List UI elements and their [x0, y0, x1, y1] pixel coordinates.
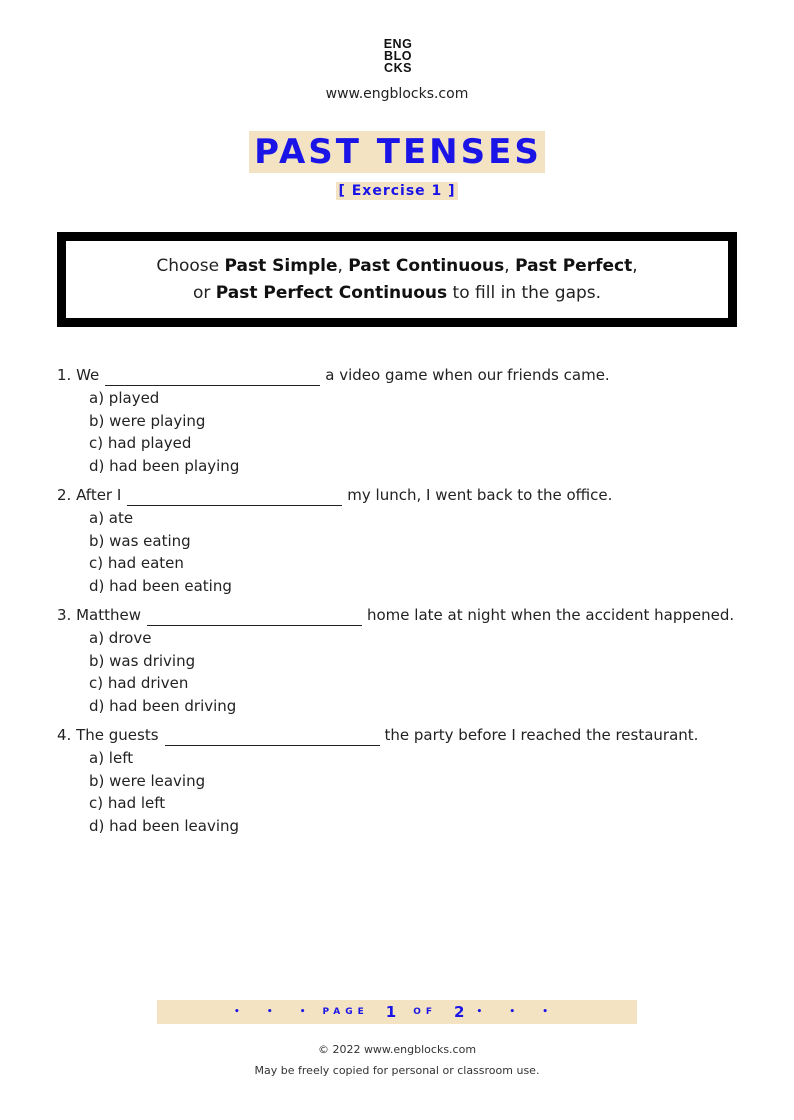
answer-blank[interactable] [105, 368, 320, 386]
question-suffix: the party before I reached the restaurant. [384, 726, 699, 744]
decorative-dots-left: • • • [233, 1007, 318, 1017]
of-word: OF [413, 1007, 438, 1017]
option-d[interactable]: d) had been driving [89, 696, 237, 715]
instruction-text: to fill in the gaps. [447, 282, 602, 303]
answer-options [89, 387, 747, 477]
instruction-box [57, 232, 737, 327]
site-url: www.engblocks.com [325, 86, 469, 102]
title-container [0, 131, 794, 173]
question-prefix: 3. Matthew [57, 606, 141, 624]
option-d[interactable]: d) had been playing [89, 456, 240, 475]
instruction-line-1 [156, 253, 637, 280]
answer-blank[interactable] [127, 488, 342, 506]
option-d[interactable]: d) had been eating [89, 576, 232, 595]
question-sentence [57, 484, 747, 506]
instruction-text: , [337, 255, 349, 276]
exercise-label: [ Exercise 1 ] [338, 183, 456, 199]
option-a[interactable]: a) drove [89, 629, 152, 647]
answer-options [89, 747, 747, 837]
option-b[interactable]: b) were leaving [89, 771, 206, 790]
option-a[interactable]: a) ate [89, 509, 134, 527]
option-b[interactable]: b) was driving [89, 651, 196, 670]
page-word: PAGE [322, 1007, 369, 1017]
question-3 [57, 604, 747, 717]
decorative-dots-right: • • • [476, 1007, 561, 1017]
option-c[interactable]: c) had left [89, 794, 166, 812]
option-c[interactable]: c) had played [89, 434, 192, 452]
logo-line: CKS [384, 61, 412, 75]
question-list [57, 364, 747, 844]
instruction-line-2 [193, 280, 601, 307]
option-b[interactable]: b) was eating [89, 531, 191, 550]
logo-line: ENG [383, 37, 413, 51]
question-prefix: 1. We [57, 366, 100, 384]
page-current: 1 [385, 1003, 397, 1021]
question-sentence [57, 604, 747, 626]
tense-past-perfect-continuous: Past Perfect Continuous [215, 282, 448, 303]
page-title: PAST TENSES [249, 131, 545, 173]
copyright-notice: © 2022 www.engblocks.com [317, 1043, 477, 1056]
tense-past-simple: Past Simple [224, 255, 338, 276]
page-indicator [157, 1000, 637, 1024]
option-d[interactable]: d) had been leaving [89, 816, 240, 835]
instruction-text: or [192, 282, 216, 303]
tense-past-perfect: Past Perfect [515, 255, 633, 276]
question-prefix: 2. After I [57, 486, 122, 504]
page-total: 2 [454, 1003, 465, 1021]
instruction-text: , [504, 255, 516, 276]
option-a[interactable]: a) played [89, 389, 160, 407]
option-c[interactable]: c) had driven [89, 674, 189, 692]
question-suffix: my lunch, I went back to the office. [347, 486, 613, 504]
question-prefix: 4. The guests [57, 726, 159, 744]
question-4 [57, 724, 747, 837]
question-sentence [57, 724, 747, 746]
question-2 [57, 484, 747, 597]
answer-blank[interactable] [147, 608, 362, 626]
instruction-text: , [632, 255, 638, 276]
question-sentence [57, 364, 747, 386]
question-1 [57, 364, 747, 477]
engblocks-logo [381, 38, 415, 74]
logo-line: BLO [384, 49, 412, 63]
tense-past-continuous: Past Continuous [348, 255, 505, 276]
answer-options [89, 507, 747, 597]
option-a[interactable]: a) left [89, 749, 134, 767]
question-suffix: a video game when our friends came. [325, 366, 610, 384]
answer-blank[interactable] [165, 728, 380, 746]
option-b[interactable]: b) were playing [89, 411, 206, 430]
question-suffix: home late at night when the accident happened. [366, 606, 735, 624]
instruction-text: Choose [156, 255, 225, 276]
license-notice: May be freely copied for personal or classroom use. [254, 1064, 540, 1077]
subtitle-container [0, 180, 794, 200]
answer-options [89, 627, 747, 717]
option-c[interactable]: c) had eaten [89, 554, 184, 572]
